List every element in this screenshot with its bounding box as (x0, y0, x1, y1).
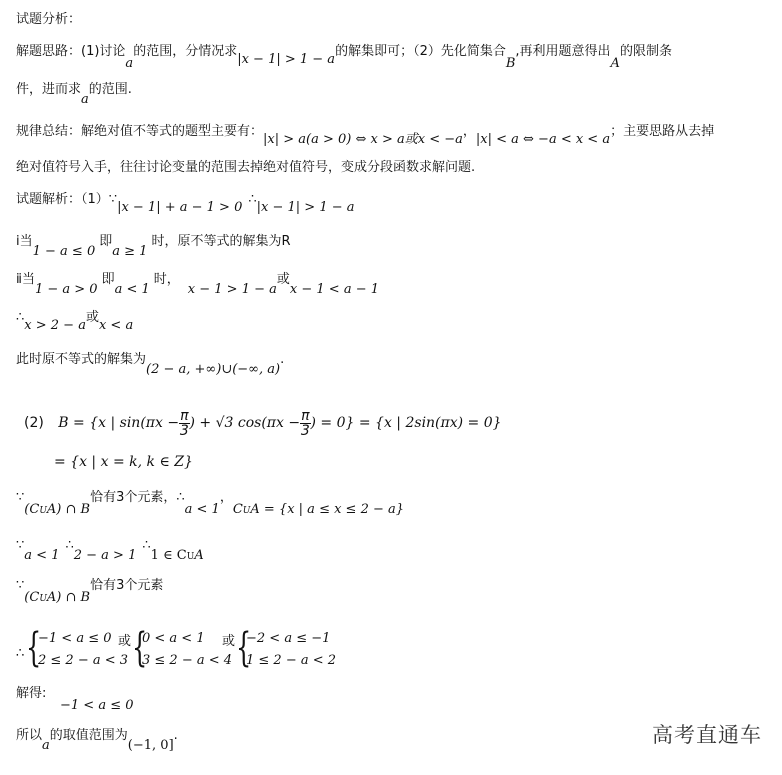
or-text: 或 (118, 634, 132, 649)
analysis-text: ,再利用题意得出 (515, 44, 611, 59)
analysis-line-2 (16, 82, 132, 107)
left-brace: { (26, 625, 42, 671)
or-text: 或 (222, 634, 236, 649)
math-formula: x > 2 − a (24, 318, 86, 333)
rule-text: ， (462, 124, 476, 139)
math-subscript: U (242, 506, 251, 516)
math-formula: (−1, 0] (127, 738, 174, 753)
math-formula: ) = 0} = {x | 2sin(πx) = 0} (310, 415, 502, 431)
system-row: 0 < a < 1 (142, 631, 205, 646)
case-text: 或 (276, 272, 290, 287)
math-formula (151, 548, 204, 563)
rule-line-1 (16, 124, 715, 147)
math-formula: |x| < a ⇔ −a < x < a (475, 132, 611, 147)
analysis-text: 的范围. (88, 82, 132, 97)
final-text: . (173, 728, 178, 743)
because-symbol: ∵ (16, 538, 25, 553)
case-label: ⅰ当 (16, 234, 33, 249)
rule-line-2: 绝对值符号入手，往往讨论变量的范围去掉绝对值符号，变成分段函数求解问题. (16, 160, 476, 175)
solution-text: . (280, 352, 285, 367)
therefore-symbol: ∴ (16, 310, 25, 325)
system-row: −1 < a ≤ 0 (38, 631, 112, 646)
part2-line-5 (16, 578, 164, 605)
part2-text: 恰有3个元素， (90, 490, 177, 505)
system-2 (142, 628, 232, 672)
analysis-text: 的限制条 (619, 44, 672, 59)
math-part: A (194, 548, 204, 563)
solution-line-1 (16, 192, 355, 215)
case-label: ⅱ当 (16, 272, 35, 287)
math-formula: = {x | x = k, k ∈ Z} (54, 454, 193, 470)
math-formula (233, 502, 404, 517)
case-text: 即 (101, 272, 115, 287)
rule-text: ；主要思路从去掉 (610, 124, 715, 139)
therefore-symbol: ∴ (65, 538, 74, 553)
system-row: 3 ≤ 2 − a < 4 (142, 653, 233, 668)
math-var: a (42, 738, 50, 753)
final-line (16, 728, 178, 753)
math-var: B (505, 56, 516, 71)
math-part: A = {x | a ≤ x ≤ 2 − a} (250, 502, 405, 517)
analysis-text: 解题思路：(1)讨论 (16, 44, 126, 59)
math-formula: 1 − a ≤ 0 (32, 244, 96, 259)
math-subscript: U (39, 506, 47, 516)
math-formula: a < 1 (24, 548, 60, 563)
math-formula: a < 1 (184, 502, 220, 517)
math-formula: 2 − a > 1 (73, 548, 137, 563)
analysis-text: 的解集即可；（2）先化简集合 (335, 44, 506, 59)
math-formula: |x − 1| > 1 − a (256, 200, 355, 215)
part2-B-def-2 (54, 454, 193, 470)
math-var: a (125, 56, 134, 71)
math-formula: x − 1 < a − 1 (289, 282, 380, 297)
math-subscript: U (186, 552, 195, 562)
case-1-line (16, 234, 291, 259)
math-var: a (81, 92, 89, 107)
math-formula (24, 590, 90, 605)
solution-heading: 试题解析：（1） (16, 192, 109, 207)
analysis-line-1 (16, 44, 672, 71)
math-part: C (232, 502, 243, 517)
left-brace: { (236, 625, 252, 671)
math-inequality: |x − 1| > 1 − a (237, 52, 336, 67)
math-var: A (610, 56, 620, 71)
part2-line-3 (16, 490, 405, 517)
math-part: A) ∩ B (46, 590, 91, 605)
solution-text: 此时原不等式的解集为 (16, 352, 147, 367)
therefore-symbol: ∴ (248, 192, 257, 207)
math-formula: a ≥ 1 (112, 244, 148, 259)
math-formula: (2 − a, +∞)∪(−∞, a) (146, 362, 281, 377)
because-symbol: ∵ (108, 192, 118, 207)
therefore-symbol: ∴ (142, 538, 151, 553)
pi-over-3-fraction (179, 409, 189, 438)
part2-line-4 (16, 538, 204, 563)
case-2-line (16, 272, 380, 297)
math-part: 1 ∈ C (150, 548, 187, 563)
system-row: 1 ≤ 2 − a < 2 (246, 653, 337, 668)
part2-text: 恰有3个元素 (90, 578, 164, 593)
solve-label: 解得: (16, 686, 47, 701)
math-part: (C (24, 590, 40, 605)
math-formula: |x − 1| + a − 1 > 0 (117, 200, 243, 215)
case-text: 即 (99, 234, 113, 249)
final-text: 的取值范围为 (49, 728, 128, 743)
rule-text: 规律总结：解绝对值不等式的题型主要有： (16, 124, 264, 139)
math-formula: x < a (98, 318, 134, 333)
watermark-text: 高考直通车 (652, 723, 762, 747)
case-text: 时， (153, 272, 180, 287)
system-row: −2 < a ≤ −1 (246, 631, 331, 646)
because-symbol: ∵ (16, 578, 25, 593)
math-formula (24, 502, 90, 517)
math-formula: ) + √3 cos(πx − (189, 415, 301, 431)
system-row: 2 ≤ 2 − a < 3 (38, 653, 129, 668)
system-3 (246, 628, 336, 672)
math-part: A) ∩ B (46, 502, 91, 517)
part2-B-def (24, 408, 502, 438)
because-symbol: ∵ (16, 490, 25, 505)
math-formula: B = {x | sin(πx − (58, 415, 180, 431)
math-formula: x − 1 > 1 − a (187, 282, 277, 297)
math-formula: −1 < a ≤ 0 (60, 698, 134, 713)
fraction-numerator: π (301, 407, 310, 424)
case-text: 时，原不等式的解集为R (151, 234, 291, 249)
fraction-denominator: 3 (300, 422, 310, 439)
part2-text: ， (219, 490, 233, 505)
math-formula: a < 1 (114, 282, 150, 297)
result-line (16, 310, 134, 333)
analysis-text: 件，进而求 (16, 82, 82, 97)
solution-set-line (16, 352, 285, 377)
therefore-symbol: ∴ (176, 490, 185, 505)
final-text: 所以 (16, 728, 43, 743)
fraction-numerator: π (180, 407, 189, 424)
math-part: (C (24, 502, 40, 517)
analysis-text: 的范围，分情况求 (133, 44, 238, 59)
math-formula: |x| > a(a > 0) ⇔ x > a或x < −a (263, 132, 463, 147)
solve-result (60, 698, 134, 714)
fraction-denominator: 3 (179, 422, 189, 439)
left-brace: { (132, 625, 148, 671)
analysis-heading: 试题分析： (16, 12, 82, 27)
result-text: 或 (85, 310, 99, 325)
math-formula: 1 − a > 0 (34, 282, 98, 297)
therefore-symbol: ∴ (16, 646, 25, 661)
part-label: (2) (24, 415, 44, 431)
math-subscript: U (39, 594, 47, 604)
system-1 (38, 628, 128, 672)
pi-over-3-fraction (300, 409, 310, 438)
